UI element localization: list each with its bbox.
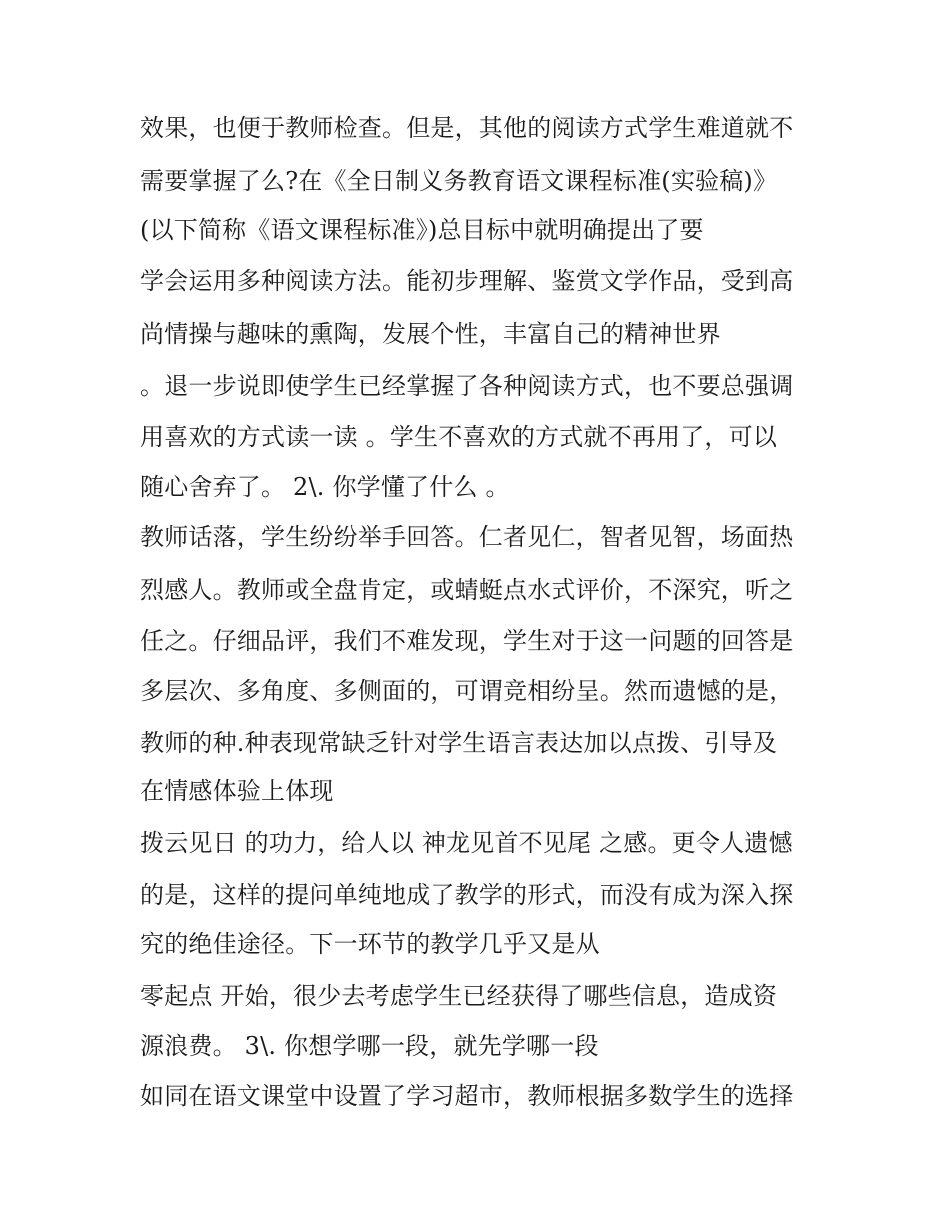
text-line: 如同在语文课堂中设置了学习超市，教师根据多数学生的选择 — [140, 1082, 794, 1110]
text-line: 效果，也便于教师检查。但是，其他的阅读方式学生难道就不 — [140, 114, 794, 142]
text-line: 教师话落，学生纷纷举手回答。仁者见仁，智者见智，场面热 — [140, 523, 794, 551]
text-line: 任之。仔细品评，我们不难发现，学生对于这一问题的回答是 — [140, 627, 794, 655]
text-line: (以下简称《语文课程标准》)总目标中就明确提出了要 — [140, 216, 704, 244]
text-line: 在情感体验上体现 — [140, 777, 334, 805]
text-line: 究的绝佳途径。下一环节的教学几乎又是从 — [140, 930, 600, 958]
text-line: 的是，这样的提问单纯地成了教学的形式，而没有成为深入探 — [140, 881, 794, 909]
text-line: 用喜欢的方式读一读 。学生不喜欢的方式就不再用了，可以 — [140, 423, 778, 451]
text-line: 拨云见日 的功力，给人以 神龙见首不见尾 之感。更令人遗憾 — [140, 829, 793, 857]
text-line: 源浪费。 3\. 你想学哪一段，就先学哪一段 — [140, 1032, 599, 1060]
text-line: 多层次、多角度、多侧面的，可谓竞相纷呈。然而遗憾的是， — [140, 677, 794, 705]
text-line: 需要掌握了么?在《全日制义务教育语文课程标准(实验稿)》 — [140, 167, 778, 195]
text-line: 尚情操与趣味的熏陶，发展个性，丰富自己的精神世界 — [140, 320, 721, 348]
text-line: 教师的种.种表现常缺乏针对学生语言表达加以点拨、引导及 — [140, 729, 778, 757]
text-line: 学会运用多种阅读方法。能初步理解、鉴赏文学作品，受到高 — [140, 267, 794, 295]
text-line: 。退一步说即使学生已经掌握了各种阅读方式，也不要总强调 — [140, 372, 794, 400]
text-line: 随心舍弃了。 2\. 你学懂了什么 。 — [140, 473, 510, 501]
text-line: 烈感人。教师或全盘肯定，或蜻蜓点水式评价，不深究，听之 — [140, 576, 794, 604]
text-line: 零起点 开始，很少去考虑学生已经获得了哪些信息，造成资 — [140, 982, 778, 1010]
